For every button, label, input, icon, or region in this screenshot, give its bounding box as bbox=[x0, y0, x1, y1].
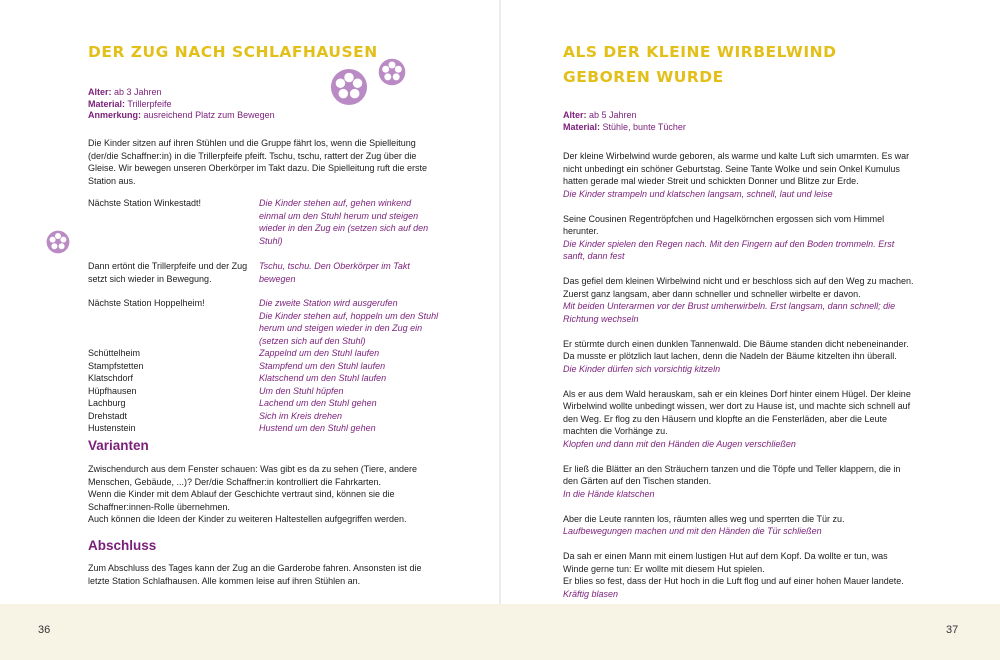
story-action: Die Kinder dürfen sich vorsichtig kitzeln bbox=[563, 363, 721, 374]
story-paragraph: Seine Cousinen Regentröpfchen und Hagelkörnchen ergossen sich vom Himmel herunter. bbox=[563, 213, 885, 236]
station-name: Drehstadt bbox=[88, 410, 128, 421]
station-action: Tschu, tschu. Den Oberkörper im Takt bewegen bbox=[259, 261, 410, 284]
meta-value: Trillerpfeife bbox=[127, 98, 172, 109]
station-action: Die zweite Station wird ausgerufen Die Kinder stehen auf, hoppeln um den Stuhl herum und steigen wieder in den Zug ein (setzen sich auf den Stuhl) bbox=[259, 298, 439, 346]
story-block bbox=[563, 213, 915, 263]
story-block bbox=[563, 275, 915, 325]
story-paragraph: Der kleine Wirbelwind wurde geboren, als warme und kalte Luft sich umarmten. Es war nicht unbedingt ein schöner Geburtstag. Seine Tante Wolke und sein Onkel Kumulus hatten gerade mal wieder Streit und schickten Donner und Blitze zur Erde. bbox=[563, 151, 910, 186]
story-action: Kräftig blasen bbox=[563, 588, 619, 599]
varianten-paragraph: Auch können die Ideen der Kinder zu weiteren Haltestellen aufgegriffen werden. bbox=[88, 514, 407, 524]
story-paragraph: Er ließ die Blätter an den Sträuchern tanzen und die Töpfe und Teller klappern, die in den Gärten auf den Tischen standen. bbox=[563, 463, 901, 486]
page-title bbox=[563, 40, 903, 90]
station-name: Nächste Station Winkestadt! bbox=[88, 198, 202, 208]
story-block bbox=[563, 150, 915, 200]
station-action: Die Kinder stehen auf, gehen winkend einmal um den Stuhl herum und steigen wieder in den Zug ein (setzen sich auf den Stuhl) bbox=[259, 198, 429, 246]
varianten-paragraph: Wenn die Kinder mit dem Ablauf der Geschichte vertraut sind, können sie die Schaffner:innen-Rolle übernehmen. bbox=[88, 489, 395, 512]
meta-key: Alter: bbox=[563, 110, 587, 120]
meta-info bbox=[88, 87, 275, 122]
story-block bbox=[563, 550, 915, 600]
story-paragraph: Aber die Leute rannten los, räumten alles weg und sperrten die Tür zu. bbox=[563, 513, 845, 524]
story-block bbox=[563, 463, 915, 501]
meta-value: ausreichend Platz zum Bewegen bbox=[143, 110, 275, 120]
meta-value: ab 5 Jahren bbox=[589, 110, 637, 120]
station-name: Hustenstein bbox=[88, 423, 136, 433]
story-paragraph: Als er aus dem Wald herauskam, sah er ein kleines Dorf hinter einem Hügel. Der kleine Wirbelwind wollte unbedingt wissen, wer dort zu Hause ist, und machte sich schnell auf den Weg. Er flog zu den Häusern und klopfte an die Fensterläden, aber die Leute machten die Vorhänge zu. bbox=[563, 388, 911, 436]
page-title: DER ZUG NACH SCHLAFHAUSEN bbox=[88, 43, 378, 61]
flower-icon bbox=[378, 58, 406, 86]
station-action: Lachend um den Stuhl gehen bbox=[259, 398, 377, 408]
station-action: Hustend um den Stuhl gehen bbox=[259, 423, 376, 433]
meta-value: ab 3 Jahren bbox=[114, 87, 162, 97]
station-action: Klatschend um den Stuhl laufen bbox=[259, 373, 387, 383]
page-gutter bbox=[499, 0, 501, 604]
page-number-left: 36 bbox=[38, 624, 51, 636]
station-row bbox=[88, 297, 440, 347]
title-line: ALS DER KLEINE WIRBELWIND bbox=[563, 43, 837, 61]
story-block bbox=[563, 388, 915, 451]
station-row bbox=[88, 360, 440, 373]
meta-key: Material: bbox=[88, 98, 126, 109]
stations-table bbox=[88, 197, 440, 435]
varianten-heading: Varianten bbox=[88, 438, 149, 453]
story-block bbox=[563, 513, 915, 538]
varianten-body bbox=[88, 463, 440, 526]
station-row bbox=[88, 347, 440, 360]
station-row bbox=[88, 197, 440, 247]
station-name: Lachburg bbox=[88, 398, 126, 408]
station-action: Um den Stuhl hüpfen bbox=[259, 385, 344, 396]
story-action: Die Kinder strampeln und klatschen langsam, schnell, laut und leise bbox=[563, 188, 833, 199]
meta-value: Stühle, bunte Tücher bbox=[602, 121, 686, 132]
meta-key: Anmerkung: bbox=[88, 110, 142, 120]
station-name: Nächste Station Hoppelheim! bbox=[88, 298, 205, 308]
flower-icon bbox=[46, 230, 70, 254]
abschluss-heading: Abschluss bbox=[88, 538, 157, 553]
station-action: Stampfend um den Stuhl laufen bbox=[259, 360, 386, 371]
story-paragraph: Er stürmte durch einen dunklen Tannenwald. Die Bäume standen dicht nebeneinander. Da musste er plötzlich laut lachen, denn die Nadeln der Bäume kitzelten ihn überall. bbox=[563, 338, 909, 361]
station-name: Stampfstetten bbox=[88, 360, 144, 371]
story-action: Klopfen und dann mit den Händen die Augen verschließen bbox=[563, 438, 796, 449]
story-action: Mit beiden Unterarmen vor der Brust umherwirbeln. Erst langsam, dann schnell; die Richtung wechseln bbox=[563, 301, 896, 324]
abschluss-paragraph: Zum Abschluss des Tages kann der Zug an die Garderobe fahren. Ansonsten ist die letzte Station Schlafhausen. Alle kommen leise auf ihren Stühlen an. bbox=[88, 563, 422, 586]
varianten-paragraph: Zwischendurch aus dem Fenster schauen: Was gibt es da zu sehen (Tiere, andere Menschen, Gebäude, ...)? Der/die Schaffner:in kontrolliert die Fahrkarten. bbox=[88, 464, 418, 487]
station-name: Dann ertönt die Trillerpfeife und der Zug setzt sich wieder in Bewegung. bbox=[88, 261, 248, 284]
meta-key: Alter: bbox=[88, 87, 112, 97]
story-paragraph: Da sah er einen Mann mit einem lustigen Hut auf dem Kopf. Da wollte er tun, was Winde gerne tun: Er wollte mit diesem Hut spielen. Er blies so fest, dass der Hut hoch in die Luft flog und auf einer hohen Mauer landete. bbox=[563, 551, 904, 586]
meta-key: Material: bbox=[563, 121, 601, 132]
station-name: Klatschdorf bbox=[88, 373, 134, 383]
title-line: GEBOREN WURDE bbox=[563, 68, 724, 86]
station-action: Sich im Kreis drehen bbox=[259, 410, 343, 421]
station-row bbox=[88, 410, 440, 423]
story-paragraph: Das gefiel dem kleinen Wirbelwind nicht und er beschloss sich auf den Weg zu machen. Zuerst ganz langsam, aber dann schneller und schneller wirbelte er davon. bbox=[563, 276, 914, 299]
intro-paragraph: Die Kinder sitzen auf ihren Stühlen und die Gruppe fährt los, wenn die Spielleitung (der/die Schaffner:in) in die Trillerpfeife pfeift. Tschu, tschu, rattert der Zug über die Gleise. Wir bewegen unseren Oberkörper im Takt dazu. Die Spielleitung ruft die erste Station aus. bbox=[88, 138, 427, 186]
story-action: Die Kinder spielen den Regen nach. Mit den Fingern auf den Boden trommeln. Erst sanft, dann fest bbox=[563, 238, 895, 261]
story-action: In die Hände klatschen bbox=[563, 488, 655, 499]
story-text bbox=[563, 150, 915, 613]
station-row bbox=[88, 397, 440, 410]
station-row bbox=[88, 372, 440, 385]
meta-info bbox=[563, 110, 686, 133]
page-number-right: 37 bbox=[946, 624, 959, 636]
story-block bbox=[563, 338, 915, 376]
station-name: Schüttelheim bbox=[88, 348, 141, 358]
station-action: Zappelnd um den Stuhl laufen bbox=[259, 348, 380, 358]
station-row bbox=[88, 422, 440, 435]
station-row bbox=[88, 385, 440, 398]
station-row bbox=[88, 260, 440, 285]
story-action: Laufbewegungen machen und mit den Händen die Tür schließen bbox=[563, 526, 822, 536]
station-name: Hüpfhausen bbox=[88, 385, 137, 396]
flower-icon bbox=[330, 68, 368, 106]
